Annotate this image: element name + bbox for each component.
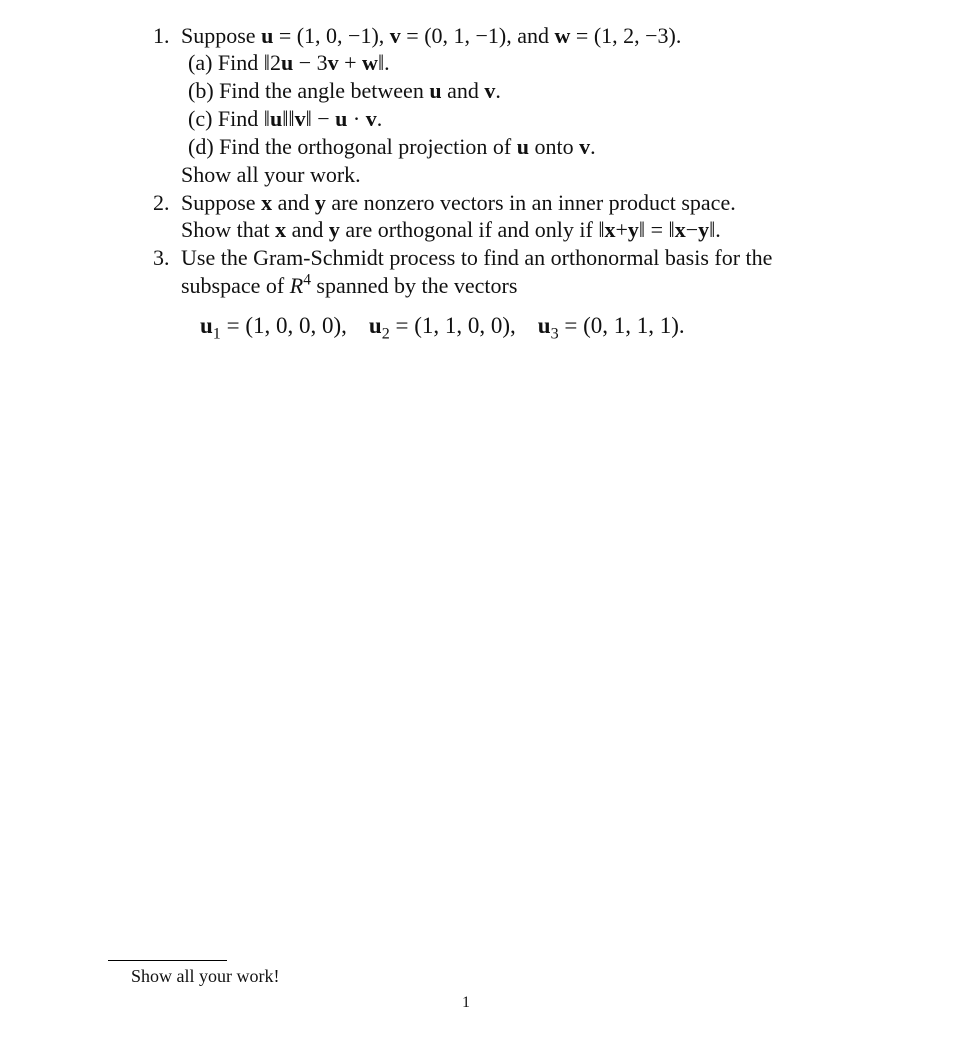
problem-3-line-1: Use the Gram-Schmidt process to find an orthonormal basis for the — [181, 245, 773, 270]
vector-x: x — [261, 190, 273, 215]
vector-v: v — [389, 23, 401, 48]
vector-v: v — [327, 50, 339, 75]
text: Show that — [181, 217, 276, 242]
part-d-label: (d) Find the orthogonal projection of — [188, 134, 517, 159]
vector-u: u — [280, 50, 294, 75]
problem-2-line-2 — [181, 216, 721, 244]
norm-open: ‖2 — [263, 50, 281, 75]
footnote-rule — [108, 960, 227, 961]
vector-y: y — [314, 190, 326, 215]
vector-v: v — [579, 134, 591, 159]
vector-y: y — [328, 217, 340, 242]
plus-operator: + — [615, 217, 628, 242]
vector-y: y — [698, 217, 710, 242]
period: . — [590, 134, 596, 159]
conjunction: and — [272, 190, 315, 215]
vector-w: w — [554, 23, 571, 48]
equals-norm: ‖ = ‖ — [638, 217, 675, 242]
part-a-label: (a) Find — [188, 50, 264, 75]
norm-close: ‖ − — [305, 106, 336, 131]
part-c-label: (c) Find — [188, 106, 264, 131]
period: . — [495, 78, 501, 103]
dot-operator: · — [347, 106, 366, 131]
problem-1-number: 1. — [153, 23, 170, 48]
vector-u: u — [335, 106, 348, 131]
problem-1-part-d — [188, 133, 596, 161]
text: are nonzero vectors in an inner product space. — [325, 190, 736, 215]
vector-v: v — [484, 78, 496, 103]
problem-3-number: 3. — [153, 245, 170, 270]
text: are orthogonal if and only if ‖ — [339, 217, 605, 242]
part-b-label: (b) Find the angle between — [188, 78, 430, 103]
norm-close: ‖. — [377, 50, 390, 75]
problem-1-statement — [181, 22, 681, 50]
basis-vectors — [200, 311, 685, 341]
vector-u3: $u_3 = (0$, 1, 1, 1). — [537, 313, 685, 343]
vector-u1: $u_1 = (1$, 0, 0, 0), — [200, 313, 347, 343]
vector-x: x — [674, 217, 686, 242]
footnote: Show all your work! — [131, 966, 280, 986]
expr-part: + — [338, 50, 363, 75]
norm-close: ‖. — [709, 217, 721, 242]
vector-w: w — [362, 50, 378, 75]
vector-v: v — [365, 106, 377, 131]
vector-u: u — [261, 23, 274, 48]
vector-v: v — [294, 106, 306, 131]
vector-u: u — [269, 106, 283, 131]
vector-x: x — [604, 217, 616, 242]
vector-y: y — [627, 217, 639, 242]
space-symbol: R — [289, 273, 304, 298]
w-value: = (1, 2, −3). — [570, 23, 682, 48]
space-dimension: 4 — [303, 271, 311, 289]
minus-operator: − — [685, 217, 699, 242]
text: spanned by the vectors — [310, 273, 518, 298]
u-value: = (1, 0, −1), — [273, 23, 390, 48]
page-number: 1 — [462, 994, 470, 1011]
norm-open: ‖ — [263, 106, 270, 131]
vector-x: x — [275, 217, 287, 242]
vector-u2: $u_2 = (1$, 1, 0, 0), — [368, 313, 516, 343]
problem-1-part-b — [188, 77, 501, 105]
problem-2-line-1 — [181, 189, 736, 217]
problem-1-part-a — [188, 49, 390, 77]
problem-2-number: 2. — [153, 190, 170, 215]
expr-part: − 3 — [293, 50, 328, 75]
problem-3-line-2 — [181, 272, 517, 300]
conjunction: and — [286, 217, 329, 242]
vector-u: u — [429, 78, 442, 103]
conjunction: and — [441, 78, 485, 103]
norm-delims: ‖‖ — [282, 106, 295, 131]
onto-word: onto — [528, 134, 580, 159]
text: subspace of — [181, 273, 290, 298]
problem-1-intro: Suppose — [181, 23, 262, 48]
text: Suppose — [181, 190, 262, 215]
period: . — [376, 106, 383, 131]
v-value: = (0, 1, −1), and — [400, 23, 555, 48]
problem-1-closing: Show all your work. — [181, 162, 361, 187]
problem-1-part-c — [188, 105, 382, 133]
vector-u: u — [516, 134, 529, 159]
